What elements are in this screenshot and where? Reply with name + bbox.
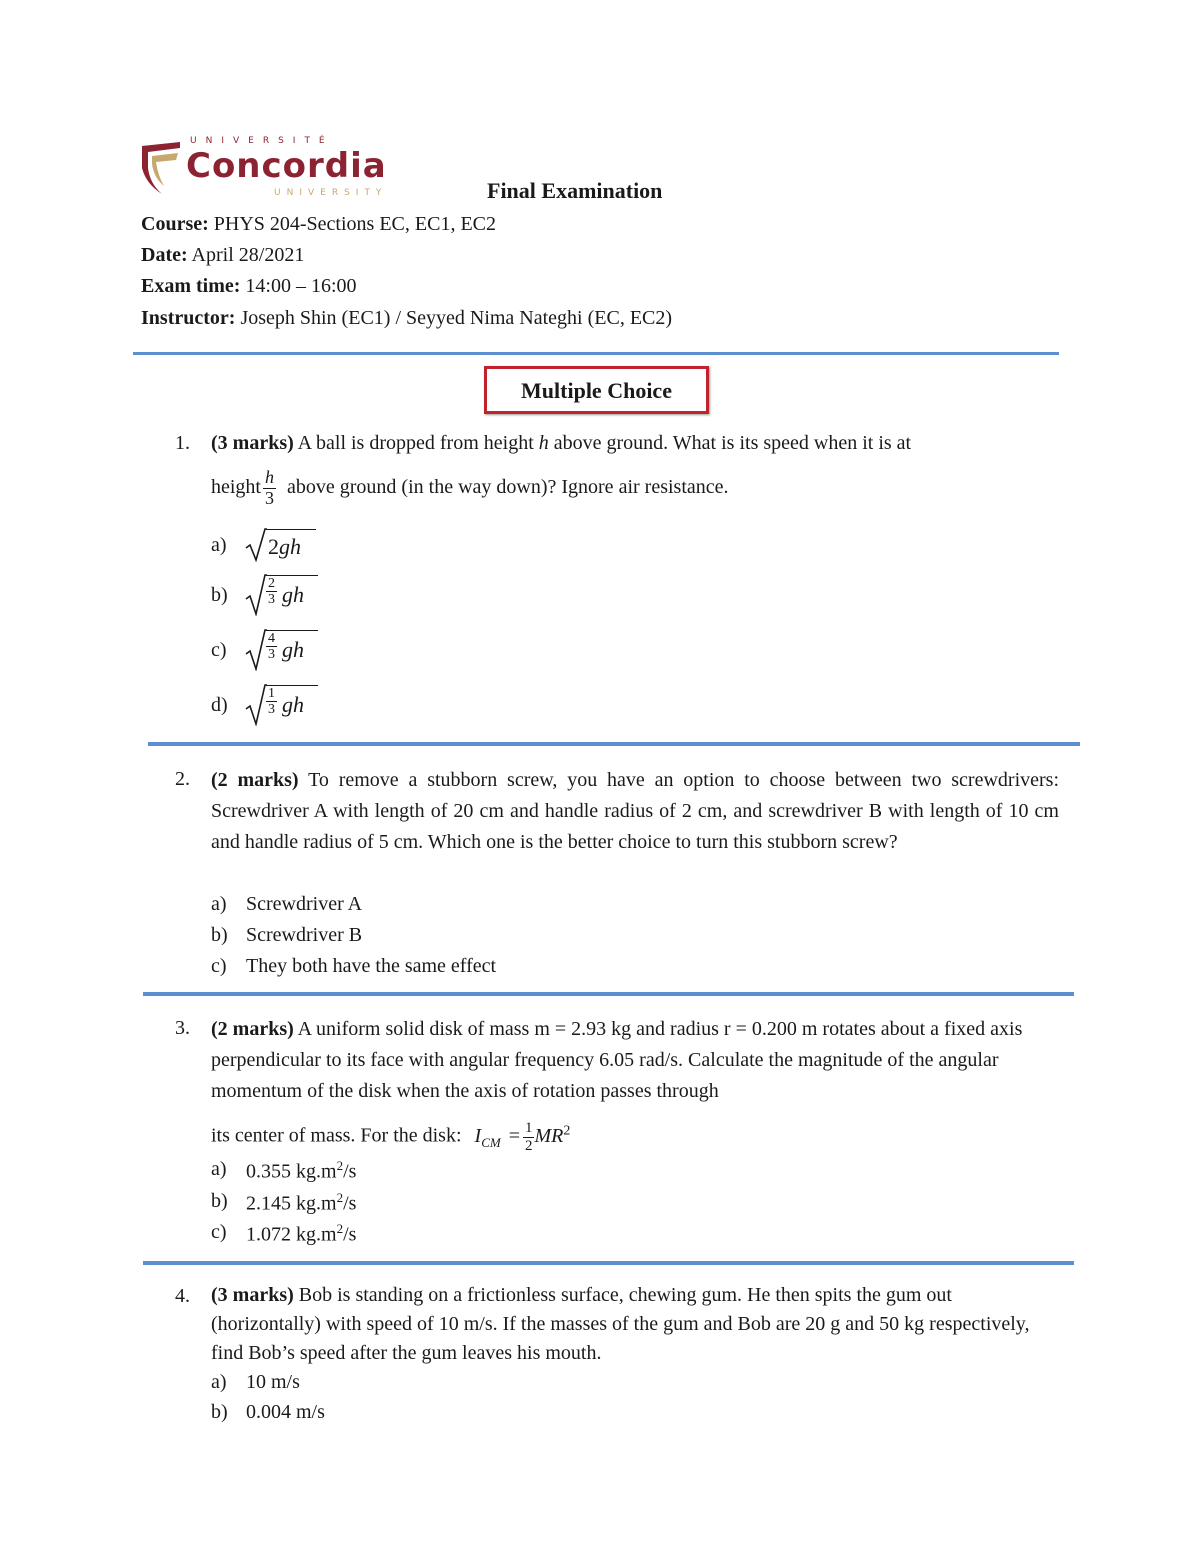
q1-a-coef: 2	[268, 534, 279, 559]
q3-c-sup: 2	[336, 1221, 344, 1236]
q1-option-b[interactable]	[211, 576, 411, 618]
q2-body: To remove a stubborn screw, you have an option to choose between two screwdrivers: Screwdriver A with length of 20 cm and handle radius of 2 cm, and screwdriver B with length of 10 cm and handle radius of 5 cm. Which one is the better choice to turn this stubborn screw?	[211, 769, 1060, 853]
q1-c-frac	[266, 631, 277, 663]
q3-c-unit: /s	[343, 1223, 357, 1246]
q1-c-den: 3	[268, 647, 275, 663]
q3-formula-frac	[523, 1120, 535, 1154]
course-line	[141, 212, 496, 236]
q2-option-c-text: They both have the same effect	[246, 955, 497, 977]
header-divider	[133, 352, 1059, 355]
q1-b-var: gh	[282, 582, 304, 607]
q1-c-num: 4	[268, 631, 275, 646]
q1-divider	[148, 742, 1080, 746]
q3-divider	[143, 1261, 1074, 1265]
q2-text	[211, 765, 1059, 858]
q3-b-value: 2.145 kg.m	[246, 1192, 337, 1215]
date-value: April 28/2021	[191, 244, 305, 266]
exam-time-label: Exam time:	[141, 275, 241, 297]
q2-option-c[interactable]	[211, 955, 611, 981]
q3-marks: (2 marks)	[211, 1018, 294, 1040]
q1-number: 1.	[175, 432, 190, 454]
q2-marks: (2 marks)	[211, 769, 299, 791]
exam-time-value: 14:00 – 16:00	[245, 275, 357, 297]
q1-b-num: 2	[268, 576, 275, 591]
q3-a-value: 0.355 kg.m	[246, 1160, 337, 1183]
q3-option-b-text	[246, 1190, 356, 1216]
course-label: Course:	[141, 213, 209, 235]
q4-option-a-label: a)	[211, 1371, 227, 1393]
q4-body: Bob is standing on a frictionless surface, chewing gum. He then spits the gum out (horizontally) with speed of 10 m/s. If the masses of the gum and Bob are 20 g and 50 kg respectively, find Bob’s speed after the gum leaves his mouth.	[211, 1284, 1030, 1364]
q3-a-sup: 2	[336, 1158, 344, 1173]
q1-d-den: 3	[268, 702, 275, 718]
q1-option-a-math	[268, 534, 301, 560]
q3-option-c-label: c)	[211, 1221, 227, 1243]
q4-text	[211, 1281, 1061, 1368]
q2-divider	[143, 992, 1074, 996]
q2-option-a-text: Screwdriver A	[246, 893, 363, 915]
q4-option-a[interactable]	[211, 1371, 511, 1397]
q1-var-h: h	[538, 432, 549, 454]
q1-frac-den: 3	[265, 487, 274, 508]
q1-text-line2	[211, 468, 729, 509]
q3-body: A uniform solid disk of mass m = 2.93 kg and radius r = 0.200 m rotates about a fixed axis perpendicular to its face with angular frequency 6.05 rad/s. Calculate the magnitude of the angular momentum of the disk when the axis of rotation passes through	[211, 1018, 1023, 1102]
q1-d-num: 1	[268, 686, 275, 701]
q1-option-a-label: a)	[211, 534, 227, 556]
q1-text-b: above ground. What is its speed when it is at	[553, 432, 912, 454]
sqrt-icon	[245, 684, 267, 726]
q2-option-b-text: Screwdriver B	[246, 924, 363, 946]
q1-frac-num: h	[265, 467, 274, 487]
q1-d-frac	[266, 686, 277, 718]
q2-option-a-label: a)	[211, 893, 227, 915]
q1-text-c: height	[211, 475, 261, 498]
q1-text-d: above ground (in the way down)? Ignore air resistance.	[287, 475, 729, 498]
q3-formula-sub: CM	[481, 1134, 501, 1150]
q4-marks: (3 marks)	[211, 1284, 294, 1306]
q4-option-b[interactable]	[211, 1401, 511, 1427]
q3-option-b-label: b)	[211, 1190, 228, 1212]
q4-number: 4.	[175, 1285, 190, 1307]
q3-b-unit: /s	[343, 1192, 357, 1215]
q3-b-sup: 2	[336, 1190, 344, 1205]
q1-c-var: gh	[282, 637, 304, 662]
q3-last-line: its center of mass. For the disk:	[211, 1124, 462, 1147]
q2-option-c-label: c)	[211, 955, 227, 977]
q3-option-b[interactable]	[211, 1190, 511, 1218]
sqrt-icon	[245, 528, 267, 562]
q3-text	[211, 1014, 1061, 1107]
sqrt-icon	[245, 574, 267, 616]
q1-option-c-label: c)	[211, 639, 227, 661]
concordia-logo	[140, 136, 388, 202]
q2-number: 2.	[175, 768, 190, 790]
q3-option-a-text	[246, 1158, 356, 1184]
q3-number: 3.	[175, 1017, 190, 1039]
concordia-shield-icon	[140, 140, 184, 196]
q3-formula-sup: 2	[563, 1123, 571, 1138]
exam-title: Final Examination	[487, 178, 663, 203]
section-title: Multiple Choice	[521, 378, 672, 403]
q3-c-value: 1.072 kg.m	[246, 1223, 337, 1246]
q1-text-a: A ball is dropped from height	[297, 432, 534, 454]
q3-formula-den: 2	[524, 1137, 533, 1154]
course-value: PHYS 204-Sections EC, EC1, EC2	[213, 213, 497, 235]
q1-a-var: gh	[279, 534, 301, 559]
logo-bottom-text: UNIVERSITY	[274, 188, 388, 198]
q1-fraction	[263, 468, 276, 509]
q4-option-b-label: b)	[211, 1401, 228, 1423]
q3-formula-line	[211, 1115, 570, 1158]
q1-option-d[interactable]	[211, 686, 411, 728]
q3-option-c[interactable]	[211, 1221, 511, 1249]
q2-option-b-label: b)	[211, 924, 228, 946]
logo-top-text: UNIVERSITÉ	[190, 136, 334, 146]
q3-formula-rhs: MR	[534, 1124, 564, 1147]
q1-option-b-label: b)	[211, 584, 228, 606]
sqrt-bar	[266, 529, 316, 530]
q1-b-frac	[266, 576, 277, 608]
date-line	[141, 243, 304, 267]
q1-option-d-label: d)	[211, 694, 228, 716]
q4-option-b-text: 0.004 m/s	[246, 1401, 325, 1423]
q1-option-a[interactable]	[211, 534, 411, 564]
exam-time-line	[141, 274, 357, 298]
q3-option-c-text	[246, 1221, 356, 1247]
q2-option-b[interactable]	[211, 924, 611, 950]
q3-option-a-label: a)	[211, 1158, 227, 1180]
q3-option-a[interactable]	[211, 1158, 511, 1186]
section-title-box	[484, 366, 709, 414]
q1-b-den: 3	[268, 592, 275, 608]
instructor-label: Instructor:	[141, 307, 236, 329]
q4-option-a-text: 10 m/s	[246, 1371, 300, 1393]
date-label: Date:	[141, 244, 188, 266]
instructor-line	[141, 306, 672, 330]
q3-formula-eq: =	[508, 1124, 520, 1147]
q3-formula-num: 1	[524, 1120, 533, 1137]
q2-option-a[interactable]	[211, 893, 611, 919]
q3-formula-lhs: I	[474, 1124, 482, 1147]
q1-d-var: gh	[282, 692, 304, 717]
q3-formula	[474, 1120, 571, 1154]
instructor-value: Joseph Shin (EC1) / Seyyed Nima Nateghi (EC, EC2)	[240, 307, 673, 329]
sqrt-icon	[245, 629, 267, 671]
q1-text-line1	[211, 428, 911, 459]
q3-a-unit: /s	[343, 1160, 357, 1183]
q1-option-c[interactable]	[211, 631, 411, 673]
logo-wordmark: Concordia	[186, 146, 387, 186]
q1-marks: (3 marks)	[211, 432, 294, 454]
